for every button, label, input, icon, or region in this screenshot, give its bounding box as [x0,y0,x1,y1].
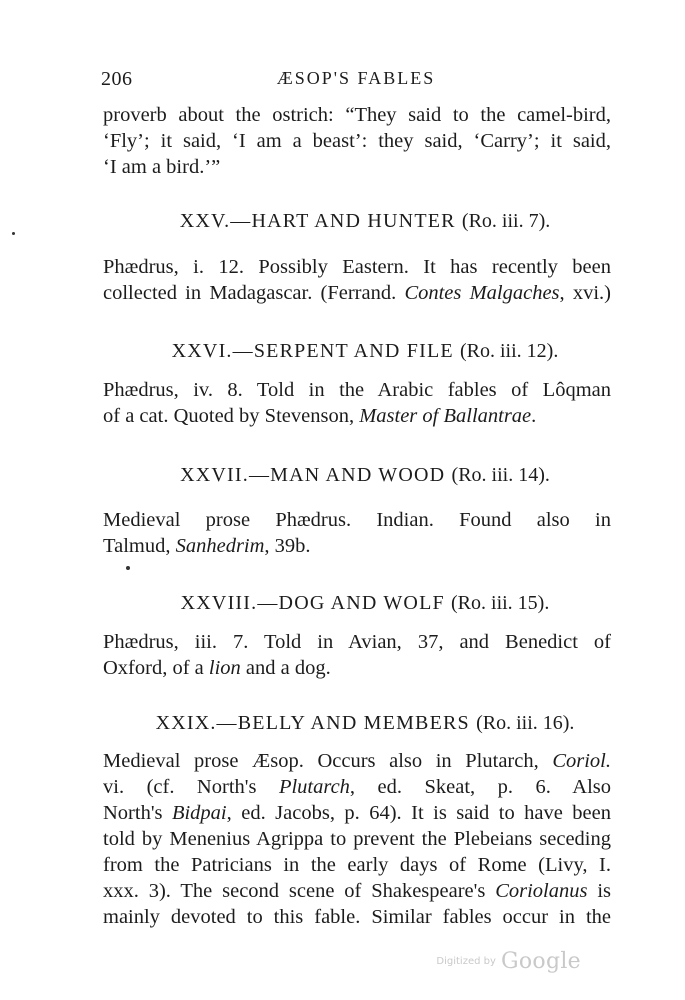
section-line [103,533,611,559]
text-run: Phædrus, iv. 8. Told in the Arabic fables of Lôqman [103,379,611,401]
ink-speck [126,566,130,570]
section-line [103,852,611,878]
italic-title: Coriolanus [495,880,588,902]
text-run: , 39b. [264,535,311,557]
section-line [103,748,611,774]
text-run: xxx. 3). The second scene of Shakespeare's [103,880,496,902]
section-heading [60,464,670,487]
section-title: XXVIII.—DOG AND WOLF [180,592,445,614]
section-line [103,507,611,533]
text-run: , xvi.) [559,282,611,304]
page-number: 206 [101,68,133,90]
section-heading [60,340,670,363]
text-run: vi. (cf. North's [103,776,279,798]
section-heading [60,210,670,233]
section-reference: (Ro. iii. 12). [460,340,559,362]
section-heading [60,592,670,615]
ink-speck [12,232,15,235]
section-line [103,774,611,800]
digitized-watermark [436,949,581,974]
section-line [103,280,611,306]
section-reference: (Ro. iii. 7). [461,210,551,232]
section-title: XXV.—HART AND HUNTER [179,210,456,232]
section-heading [60,712,670,735]
section-line [103,377,611,403]
running-title: ÆSOP'S FABLES [276,68,436,88]
section-line [103,878,611,904]
section-line [103,403,611,429]
section-line [103,629,611,655]
text-run: Talmud, [103,535,176,557]
text-run: mainly devoted to this fable. Similar fables occur in the [103,906,611,928]
italic-title: Bidpai [171,802,227,824]
section-line [103,800,611,826]
section-title: XXVI.—SERPENT AND FILE [171,340,454,362]
text-run: Medieval prose Phædrus. Indian. Found also in [103,509,611,531]
text-run: , ed. Jacobs, p. 64). It is said to have been [226,802,612,824]
italic-title: Plutarch [278,776,350,798]
text-run: Medieval prose Æsop. Occurs also in Plutarch, [103,750,553,772]
section-reference: (Ro. iii. 14). [451,464,550,486]
section-reference: (Ro. iii. 16). [476,712,575,734]
text-run: Phædrus, iii. 7. Told in Avian, 37, and Benedict of [103,631,611,653]
text-run: told by Menenius Agrippa to prevent the Plebeians seceding [103,828,611,850]
italic-title: Contes Malgaches [404,282,560,304]
intro-line: proverb about the ostrich: “They said to the camel-bird, [103,104,611,126]
text-run: collected in Madagascar. (Ferrand. [103,282,405,304]
section-line [103,826,611,852]
text-run: of a cat. Quoted by Stevenson, [103,405,360,427]
italic-title: Coriol. [552,750,611,772]
text-run: North's [103,802,172,824]
section-title: XXVII.—MAN AND WOOD [180,464,446,486]
text-run: from the Patricians in the early days of Rome (Livy, I. [103,854,611,876]
google-logo: Google [500,949,581,974]
text-run: is [587,880,611,902]
text-run: Phædrus, i. 12. Possibly Eastern. It has recently been [103,256,611,278]
section-line [103,904,611,930]
watermark-prefix: Digitized by [436,956,496,967]
text-run: . [531,405,537,427]
italic-title: lion [208,657,241,679]
intro-line: ‘Fly’; it said, ‘I am a beast’: they said, ‘Carry’; it said, [103,130,611,152]
running-head [101,68,611,98]
italic-title: Master of Ballantrae [359,405,532,427]
text-run: , ed. Skeat, p. 6. Also [349,776,611,798]
section-line [103,254,611,280]
section-reference: (Ro. iii. 15). [451,592,550,614]
italic-title: Sanhedrim [175,535,265,557]
text-run: and a dog. [240,657,331,679]
section-line [103,655,611,681]
section-title: XXIX.—BELLY AND MEMBERS [155,712,470,734]
text-run: Oxford, of a [103,657,209,679]
intro-line: ‘I am a bird.’” [103,156,221,178]
